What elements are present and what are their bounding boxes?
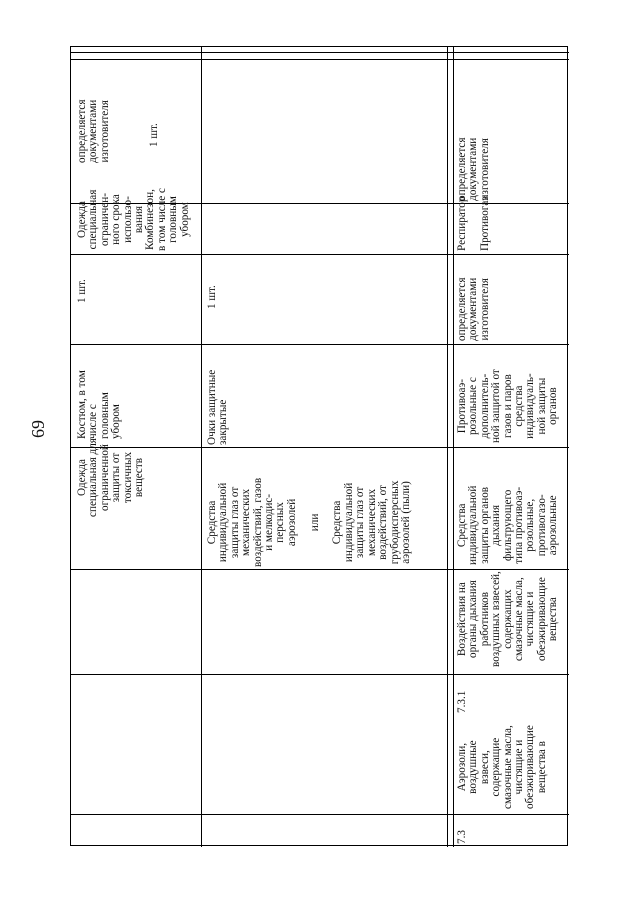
text-line: использо- bbox=[121, 196, 134, 243]
text-line: воздушных взвесей, bbox=[490, 571, 503, 667]
text-line: чистящие и bbox=[513, 739, 526, 795]
text-line: индивидуальной bbox=[217, 482, 230, 563]
table-rule bbox=[71, 59, 569, 60]
table-rule bbox=[71, 674, 569, 675]
text-line: ного срока bbox=[110, 194, 123, 245]
text-line: веществ bbox=[133, 457, 146, 498]
text-line: содержащих bbox=[501, 589, 514, 649]
text-line: Средства bbox=[206, 500, 218, 545]
text-line: специальная для bbox=[87, 438, 100, 517]
text-line: Респиратор bbox=[456, 196, 468, 251]
text-line: персных bbox=[274, 502, 287, 543]
section-divider bbox=[447, 47, 448, 847]
text-line: органы дыхания bbox=[467, 580, 480, 658]
text-line: ной защитой от bbox=[490, 369, 503, 443]
section-divider bbox=[201, 47, 202, 847]
table-rule bbox=[71, 52, 569, 53]
text-line: аэрозолей bbox=[285, 498, 298, 547]
text-line: аэрозольные bbox=[547, 495, 560, 556]
text-line: органов bbox=[547, 387, 560, 425]
text-line: розольные, bbox=[524, 498, 537, 552]
text-line: Одежда bbox=[76, 201, 88, 239]
text-line: числе с bbox=[87, 404, 100, 439]
text-line: дополнитель- bbox=[478, 373, 491, 439]
text-line: головным bbox=[98, 392, 111, 439]
text-line: закрытые bbox=[217, 399, 230, 445]
table-rule bbox=[71, 447, 569, 448]
text-line: обезжиривающие bbox=[524, 725, 537, 809]
text-line: чистящие и bbox=[524, 591, 537, 647]
text-line: защиты от bbox=[110, 452, 123, 503]
text-line: токсичных bbox=[121, 451, 134, 504]
table-rule bbox=[71, 254, 569, 255]
text-line: защиты органов bbox=[478, 486, 491, 564]
text-line: убором bbox=[110, 404, 123, 439]
text-line: Костюм, в том bbox=[76, 370, 88, 439]
text-line: смазочные масла, bbox=[501, 725, 514, 809]
page-number: 69 bbox=[28, 420, 48, 438]
text-line: индивидуальной bbox=[342, 482, 355, 563]
text-line: противогазо- bbox=[535, 494, 548, 557]
text-line: механических bbox=[240, 488, 253, 556]
text-line: механических bbox=[365, 488, 378, 556]
text-line: Воздействия на bbox=[456, 582, 468, 657]
section-divider bbox=[453, 47, 454, 847]
text-line: головным bbox=[167, 196, 180, 243]
text-line: документами bbox=[467, 137, 480, 201]
text-line: защиты глаз от bbox=[354, 486, 367, 559]
text-line: изготовителя bbox=[98, 100, 111, 163]
text-line: взвеси, bbox=[478, 750, 491, 785]
text-line: определяется bbox=[456, 137, 468, 201]
text-line: типа противоаэ- bbox=[513, 486, 526, 564]
table-rule bbox=[71, 344, 569, 345]
text-line: смазочные масла, bbox=[513, 577, 526, 661]
text-line: Очки защитные bbox=[206, 369, 218, 445]
text-line: и мелкодис- bbox=[263, 493, 276, 551]
text-line: определяется bbox=[456, 277, 468, 341]
text-line: вания bbox=[133, 205, 146, 234]
text-line: работников bbox=[478, 591, 491, 647]
text-line: убором bbox=[178, 202, 191, 237]
text-line: определяется bbox=[76, 99, 88, 163]
table-rule bbox=[71, 569, 569, 570]
table-rule bbox=[71, 814, 569, 815]
text-line: Противоаэ- bbox=[456, 378, 468, 434]
text-line: ной защиты bbox=[535, 377, 548, 435]
text-line: дыхания bbox=[490, 504, 503, 546]
text-line: воздействий, газов bbox=[251, 477, 264, 567]
text-line: грубодисперсных bbox=[388, 480, 401, 565]
text-line: вещества bbox=[547, 597, 560, 642]
text-line: индивидуальной bbox=[467, 485, 480, 565]
text-line: защиты глаз от bbox=[228, 486, 241, 559]
text-line: Противогаз bbox=[478, 196, 491, 251]
text-line: документами bbox=[87, 99, 100, 163]
text-line: содержащие bbox=[490, 737, 503, 797]
text-line: обезжиривающие bbox=[535, 577, 548, 661]
text-line: фильтрующего bbox=[501, 489, 514, 562]
text-line: индивидуаль- bbox=[524, 373, 537, 439]
text-line: Средства bbox=[331, 500, 344, 545]
text-line: Одежда bbox=[76, 459, 88, 497]
text-line: воздушные bbox=[467, 740, 480, 794]
text-line: розольные с bbox=[467, 377, 480, 436]
text-line: вещества в bbox=[535, 741, 548, 794]
text-line: аэрозолей (пыли) bbox=[399, 481, 412, 564]
text-line: ограничен- bbox=[98, 193, 111, 247]
text-line: или bbox=[308, 513, 321, 532]
ppe-norms-table: Одежда специальная для ограниченной защиты от токсичных веществ Костюм, в том числе с головным убором 1 шт. Одежда специальная ограничен- ного срока использо- вания Комбинезон, в том числе с головным убором определяется документами изготовителя 1 шт. Средства индивидуальной защиты глаз от механических воздействий, газов и мелкодис- персных аэрозолей или Средства индивидуальной защиты глаз от механических воздействий, от грубодисперсных аэрозолей (пыли) Очки защитные закрытые 1 шт. 7.3 Аэрозоли, воздушные взвеси, содержащие смазочные масла, чистящие и обезжиривающие вещества в 7.3.1 Воздействия на органы дыхания работников воздушных взвесей, содержащих смазочные масла, чистящие и обезжиривающие вещества Средства индивидуальной защиты органов дыхания фильтрующего типа противоаэ- розольные, противогазо- аэрозольные Противоаэ- розольные с дополнитель- ной защитой от газов и паров средства индивидуаль- ной защиты органов определяется документами изготовителя Респиратор Противогаз определяется документами изготовителя bbox=[70, 46, 568, 846]
text-line: воздействий, от bbox=[377, 485, 390, 560]
text-line: средства bbox=[513, 385, 526, 427]
text-line: в том числе с bbox=[155, 188, 168, 251]
text-line bbox=[298, 478, 309, 567]
text-line: изготовителя bbox=[478, 278, 491, 341]
text-line: ограниченной bbox=[98, 444, 111, 511]
text-line: Комбинезон, bbox=[144, 189, 157, 250]
text-line: изготовителя bbox=[478, 138, 491, 201]
text-line: специальная bbox=[87, 189, 100, 250]
text-line: Аэрозоли, bbox=[456, 742, 468, 792]
text-line: газов и паров bbox=[501, 374, 514, 438]
text-line: документами bbox=[467, 277, 480, 341]
text-line: Средства bbox=[456, 503, 468, 548]
